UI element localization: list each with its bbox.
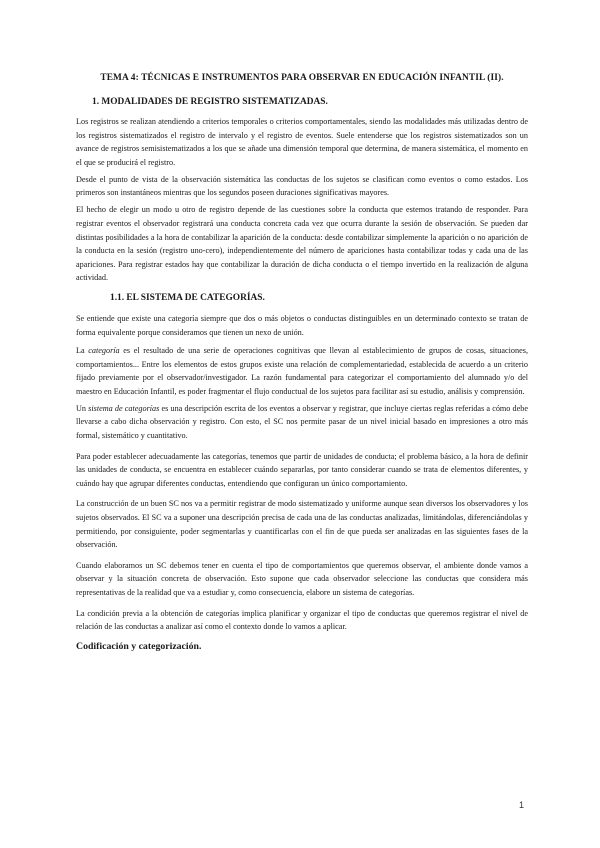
section-heading-modalidades: 1. MODALIDADES DE REGISTRO SISTEMATIZADAS. [92, 97, 328, 107]
paragraph: Desde el punto de vista de la observación sistemática las conductas de los sujetos se clasifican como eventos o como estados. Los primeros son instantáneos mientras que los segundos poseen duraciones significativas mayores. [76, 174, 528, 198]
italic-term: categoría [88, 346, 120, 356]
paragraph-categoria [76, 344, 528, 398]
text-run: Un [76, 403, 89, 413]
paragraph: Los registros se realizan atendiendo a criterios temporales o criterios comportamentales, siendo las modalidades más utilizadas dentro de los registros sistematizados el registro de intervalo y el registro de eventos. Suele entenderse que los registros sistematizados son un avance de registros semisistematizados a los que se añade una dimensión temporal que determina, de manera sistemática, el momento en el que se producirá el registro. [76, 117, 528, 167]
paragraph: El hecho de elegir un modo u otro de registro depende de las cuestiones sobre la conducta que estemos tratando de responder. Para registrar eventos el observador registrará una conducta concreta cada vez que ocurra durante la sesión de observación. Se pueden dar distintas posibilidades a la hora de contabilizar la aparición de la conducta: desde contabilizar simplemente la aparición o no aparición de la conducta en la sesión (registro uno-cero), independientemente del número de apariciones hasta contabilizar todas y cada una de las apariciones. Para registrar estados hay que contabilizar la duración de dicha conducta o el tiempo invertido en la realización de alguna actividad. [76, 205, 528, 283]
page-number: 1 [518, 800, 524, 810]
text-run: La [76, 346, 89, 356]
paragraph: Para poder establecer adecuadamente las categorías, tenemos que partir de unidades de conducta; el problema básico, a la hora de definir las unidades de conducta, se encuentra en establecer cuándo separarlas, por tanto considerar cuando se trata de elementos diferentes, y cuándo hay que agrupar diferentes conductas, entendiendo que configuran un único comportamiento. [76, 451, 528, 488]
document-title: TEMA 4: TÉCNICAS E INSTRUMENTOS PARA OBSERVAR EN EDUCACIÓN INFANTIL (II). [100, 73, 504, 83]
page-content [76, 62, 528, 653]
section-heading-sistema-categorias: 1.1. EL SISTEMA DE CATEGORÍAS. [110, 292, 265, 303]
text-run: es el resultado de una serie de operaciones cognitivas que llevan al establecimiento de grupos de cosas, situaciones, comportamientos... Entre los elementos de estos grupos existe una relación de complementariedad, establecida de acuerdo a un criterio fijado previamente por el observador/investigador. La razón fundamental para categorizar el comportamiento del alumnado y/o del maestro en Educación Infantil, es poder fragmentar el flujo conductual de los sujetos para facilitar así su estudio, análisis y comprensión. [76, 346, 528, 396]
paragraph: La construcción de un buen SC nos va a permitir registrar de modo sistematizado y uniforme aunque sean diversos los observadores y los sujetos observados. El SC va a suponer una descripción precisa de cada una de las conductas analizadas, limitándolas, diferenciándolas y permitiendo, por consiguiente, poder segmentarlas y cuantificarlas con el fin de que pueda ser analizadas en las siguientes fases de la observación. [76, 499, 528, 550]
paragraph: Se entiende que existe una categoría siempre que dos o más objetos o conductas distinguibles en un determinado contexto se tratan de forma equivalente porque consideramos que tienen un nexo de unión. [76, 313, 528, 337]
italic-term: sistema de categorías [88, 403, 160, 413]
text-run: es una descripción escrita de los eventos a observar y registrar, que incluye ciertas reglas referidas a cómo debe llevarse a cabo dicha observación y registro. Con esto, el SC nos permite pasar de un nivel inicial basado en impresiones a otro más formal, sistemático y cuantitativo. [76, 403, 528, 441]
paragraph: La condición previa a la obtención de categorías implica planificar y organizar el tipo de conductas que queremos registrar el nivel de relación de las conductas a analizar así como el contexto donde lo vamos a aplicar. [76, 608, 528, 632]
paragraph: Cuando elaboramos un SC debemos tener en cuenta el tipo de comportamientos que queremos observar, el ambiente donde vamos a observar y la situación concreta de observación. Esto supone que cada observador seleccione las conductas que considera más representativas de la realidad que va a estudiar y, como consecuencia, elabore un sistema de categorías. [76, 560, 528, 597]
paragraph-sistema [76, 402, 528, 443]
subheading-codificacion: Codificación y categorización. [76, 640, 202, 652]
